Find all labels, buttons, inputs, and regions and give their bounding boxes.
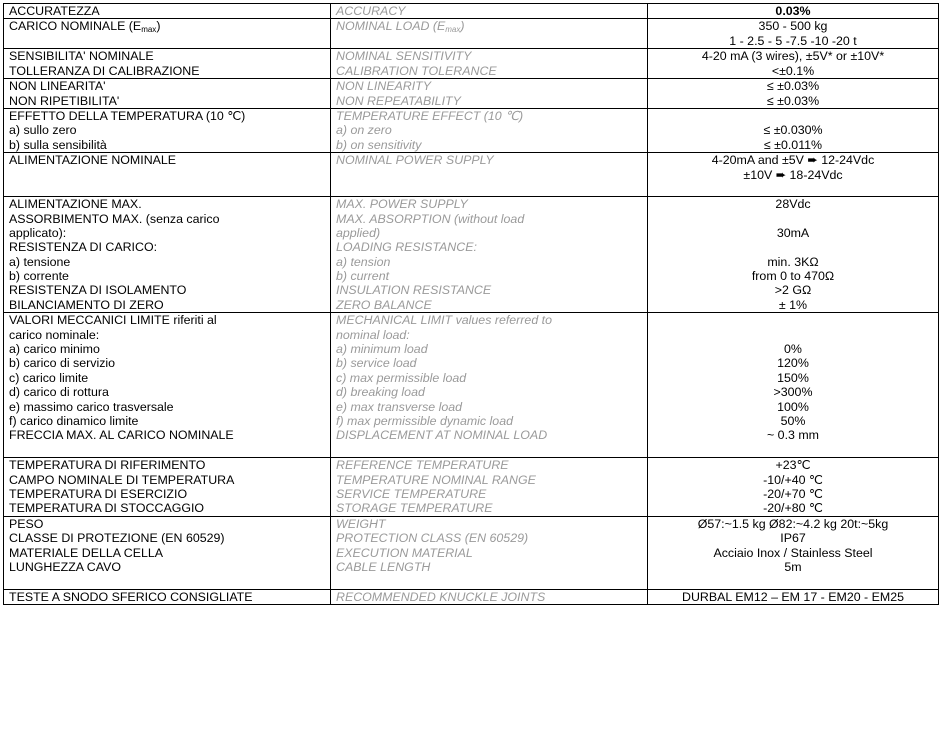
text-line: MAX. POWER SUPPLY (336, 197, 468, 212)
text-line: >300% (773, 385, 813, 400)
italian-label-cell (4, 108, 331, 152)
text-line: 30mA (776, 225, 810, 240)
text-line: d) carico di rottura (9, 385, 109, 400)
text-line: ALIMENTAZIONE NOMINALE (9, 153, 177, 168)
text-line: ≤ ±0.03% (766, 93, 820, 108)
text-line: MAX. ABSORPTION (without load (336, 211, 525, 226)
value-cell (648, 197, 939, 313)
value-cell (648, 589, 939, 604)
english-label-cell (331, 197, 648, 313)
text-line: +23℃ (775, 458, 811, 473)
text-line: b) on sensitivity (336, 137, 422, 152)
text-line: 0.03% (775, 4, 811, 18)
text-line: 4-20 mA (3 wires), ±5V* or ±10V* (701, 49, 885, 64)
text-line: RECOMMENDED KNUCKLE JOINTS (336, 589, 546, 604)
text-line: b) current (336, 269, 390, 284)
italian-label-cell (4, 516, 331, 589)
text-line: f) max permissible dynamic load (336, 413, 513, 428)
text-line: WEIGHT (336, 516, 386, 531)
text-line: ALIMENTAZIONE MAX. (9, 197, 142, 212)
english-label-cell (331, 153, 648, 197)
text-line: ASSORBIMENTO MAX. (senza carico (9, 211, 220, 226)
text-line: NOMINAL LOAD $(E_{max})$ (336, 19, 465, 35)
text-line: 100% (777, 399, 809, 414)
text-line: d) breaking load (336, 385, 425, 400)
text-line: 28Vdc (775, 197, 811, 212)
text-line: 120% (777, 356, 809, 371)
text-line: RESISTENZA DI ISOLAMENTO (9, 283, 187, 298)
text-line: f) carico dinamico limite (9, 413, 139, 428)
closing-bracket: ) (460, 19, 465, 34)
italian-label-cell (4, 153, 331, 197)
text-line: e) max transverse load (336, 399, 463, 414)
spec-row (4, 313, 939, 458)
text-line: TOLLERANZA DI CALIBRAZIONE (9, 63, 200, 78)
english-label-cell (331, 516, 648, 589)
text-line: ≤ ±0.03% (766, 79, 820, 94)
text-line: -20/+70 ℃ (763, 487, 823, 502)
text-line: >2 GΩ (774, 283, 812, 298)
english-label-cell (331, 589, 648, 604)
spec-row (4, 49, 939, 79)
text-line: CARICO NOMINALE $(E_{max})$ (9, 19, 161, 35)
specification-table (3, 3, 939, 605)
text-line: a) minimum load (336, 342, 428, 357)
value-cell (648, 108, 939, 152)
text-line: -20/+80 ℃ (763, 501, 823, 516)
italian-label-cell (4, 4, 331, 19)
spec-row (4, 589, 939, 604)
text-line: CALIBRATION TOLERANCE (336, 63, 497, 78)
text-line: VALORI MECCANICI LIMITE riferiti al (9, 313, 217, 328)
text-line: DISPLACEMENT AT NOMINAL LOAD (336, 428, 548, 443)
text-line: PROTECTION CLASS (EN 60529) (336, 531, 529, 546)
text-line: TEMPERATURA DI STOCCAGGIO (9, 501, 205, 516)
text-line (653, 328, 933, 342)
value-cell (648, 49, 939, 79)
text-line (653, 109, 933, 123)
text-line: e) massimo carico trasversale (9, 399, 174, 414)
text-line: NON LINEARITY (336, 79, 432, 94)
spec-row (4, 108, 939, 152)
value-cell (648, 313, 939, 458)
text-line: EXECUTION MATERIAL (336, 545, 473, 560)
text-line: ZERO BALANCE (336, 297, 432, 312)
text-line: from 0 to 470Ω (751, 269, 835, 284)
text-line: ACCURATEZZA (9, 4, 100, 18)
text-line: MECHANICAL LIMIT values referred to (336, 313, 552, 328)
italian-label-cell (4, 458, 331, 517)
text-line (336, 168, 642, 182)
text-line: NON RIPETIBILITA' (9, 93, 120, 108)
text-line: MATERIALE DELLA CELLA (9, 545, 164, 560)
text-line: BILANCIAMENTO DI ZERO (9, 297, 164, 312)
english-label-cell (331, 4, 648, 19)
text-line: ± 1% (778, 297, 808, 312)
italian-label-cell (4, 19, 331, 49)
text-line: STORAGE TEMPERATURE (336, 501, 493, 516)
english-label-cell (331, 79, 648, 109)
text-line: TESTE A SNODO SFERICO CONSIGLIATE (9, 589, 253, 604)
text-line: 350 - 500 kg (758, 19, 828, 34)
italian-label-cell (4, 313, 331, 458)
text-line: DURBAL EM12 – EM 17 - EM20 - EM25 (682, 589, 904, 604)
text-line: TEMPERATURA DI RIFERIMENTO (9, 458, 206, 473)
text-line: ACCURACY (336, 4, 406, 18)
spec-row (4, 197, 939, 313)
spec-row (4, 19, 939, 49)
spec-row (4, 516, 939, 589)
text-line: IP67 (780, 531, 806, 546)
text-line: 4-20mA and ±5V ➨ 12-24Vdc (711, 153, 875, 168)
english-label-cell (331, 49, 648, 79)
text-line: nominal load: (336, 327, 410, 342)
text-line: a) sullo zero (9, 123, 77, 138)
text-line: Acciaio Inox / Stainless Steel (713, 545, 873, 560)
text-line: c) carico limite (9, 370, 89, 385)
text-line: b) service load (336, 356, 417, 371)
text-line: min. 3KΩ (767, 254, 819, 269)
subscript-text: max (445, 25, 461, 35)
italian-label-cell (4, 589, 331, 604)
text-line: ≤ ±0.030% (763, 123, 823, 138)
text-line: CABLE LENGTH (336, 559, 431, 574)
text-line: b) carico di servizio (9, 356, 116, 371)
value-cell (648, 4, 939, 19)
italian-label-cell (4, 79, 331, 109)
text-line: EFFETTO DELLA TEMPERATURA (10 ℃) (9, 108, 246, 123)
text-line (653, 240, 933, 254)
english-label-cell (331, 313, 648, 458)
text-line: FRECCIA MAX. AL CARICO NOMINALE (9, 428, 234, 443)
text-line (653, 212, 933, 226)
text-line: NOMINAL POWER SUPPLY (336, 153, 494, 168)
text-line: a) on zero (336, 123, 392, 138)
text-line: b) sulla sensibilità (9, 137, 107, 152)
text-line: 5m (784, 559, 802, 574)
text-line: LOADING RESISTANCE: (336, 240, 477, 255)
spec-row (4, 4, 939, 19)
text-line: 150% (777, 370, 809, 385)
text-line: <±0.1% (771, 63, 815, 78)
value-cell (648, 153, 939, 197)
text-line: ±10V ➨ 18-24Vdc (743, 167, 843, 182)
text-line: a) tension (336, 254, 391, 269)
text-line: a) tensione (9, 254, 71, 269)
text-line: INSULATION RESISTANCE (336, 283, 492, 298)
value-cell (648, 516, 939, 589)
italian-label-cell (4, 49, 331, 79)
text-line (653, 313, 933, 327)
spec-row (4, 458, 939, 517)
text-line: CLASSE DI PROTEZIONE (EN 60529) (9, 531, 225, 546)
text-line: SENSIBILITA' NOMINALE (9, 49, 154, 64)
text-line: REFERENCE TEMPERATURE (336, 458, 509, 473)
text-line: RESISTENZA DI CARICO: (9, 240, 158, 255)
text-line: Ø57:~1.5 kg Ø82:~4.2 kg 20t:~5kg (697, 516, 889, 531)
specification-table-body (4, 4, 939, 605)
text-line: TEMPERATURE NOMINAL RANGE (336, 472, 536, 487)
subscript-text: max (141, 25, 157, 35)
text-line: applicato): (9, 225, 67, 240)
text-line: 0% (784, 342, 802, 357)
text-line: TEMPERATURA DI ESERCIZIO (9, 487, 188, 502)
spec-row (4, 153, 939, 197)
text-line: ≤ ±0.011% (763, 137, 823, 152)
text-line: LUNGHEZZA CAVO (9, 559, 121, 574)
text-line: NON REPEATABILITY (336, 93, 461, 108)
value-cell (648, 79, 939, 109)
closing-bracket: ) (156, 19, 161, 34)
text-line: NOMINAL SENSITIVITY (336, 49, 472, 64)
text-line: 1 - 2.5 - 5 -7.5 -10 -20 t (729, 33, 857, 48)
text-line: ~ 0.3 mm (767, 428, 819, 443)
text-line: applied) (336, 225, 381, 240)
text-line: PESO (9, 516, 44, 531)
text-line: TEMPERATURE EFFECT (10 ℃) (336, 108, 524, 123)
text-line: CAMPO NOMINALE DI TEMPERATURA (9, 472, 235, 487)
text-line: a) carico minimo (9, 342, 100, 357)
text-line: NON LINEARITA' (9, 79, 106, 94)
english-label-cell (331, 19, 648, 49)
value-cell (648, 19, 939, 49)
text-line: -10/+40 ℃ (763, 472, 823, 487)
italian-label-cell (4, 197, 331, 313)
value-cell (648, 458, 939, 517)
english-label-cell (331, 108, 648, 152)
text-line (9, 168, 325, 182)
spec-row (4, 79, 939, 109)
text-line: 50% (780, 413, 806, 428)
text-line: c) max permissible load (336, 370, 467, 385)
text-line: SERVICE TEMPERATURE (336, 487, 487, 502)
text-line: carico nominale: (9, 327, 100, 342)
text-line: b) corrente (9, 269, 69, 284)
english-label-cell (331, 458, 648, 517)
